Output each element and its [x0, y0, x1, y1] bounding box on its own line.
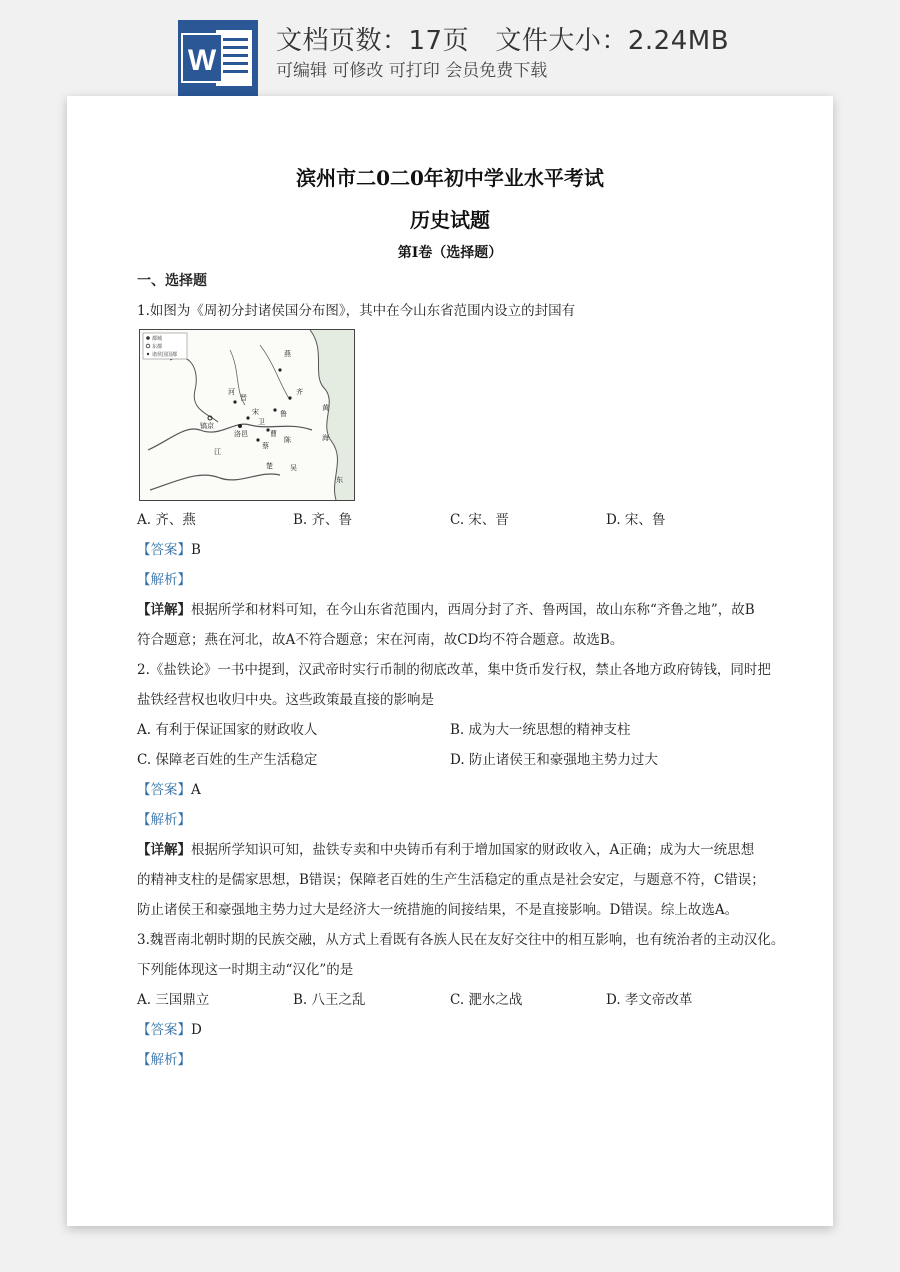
- section-heading: 一、选择题: [137, 273, 207, 289]
- exam-title: 滨州市二0二0年初中学业水平考试: [296, 166, 604, 190]
- zhou-fief-map: [139, 329, 355, 501]
- map-label: 鲁: [280, 410, 287, 418]
- map-legend-capital: 都城: [152, 336, 163, 342]
- map-label: 卫: [258, 418, 265, 426]
- map-label: 宋: [252, 408, 259, 416]
- detail-text: 根据所学和材料可知，在今山东省范围内，西周分封了齐、鲁两国，故山东称“齐鲁之地”，故B: [191, 602, 755, 618]
- map-label: 燕: [284, 350, 291, 358]
- map-label: 齐: [296, 388, 303, 396]
- q1-option-b: B. 齐、鲁: [293, 512, 353, 528]
- word-logo-letter: W: [187, 44, 217, 77]
- q2-detail-1: [137, 840, 754, 860]
- q3-option-b: B. 八王之乱: [293, 992, 366, 1008]
- map-label: 黄: [322, 404, 329, 412]
- map-label: 海: [322, 434, 329, 442]
- q2-detail-3: 防止诸侯王和豪强地主势力过大是经济大一统措施的间接结果，不是直接影响。D错误。综上故选A。: [137, 902, 739, 918]
- map-label: 洛邑: [234, 430, 248, 438]
- volume-heading: 第I卷（选择题）: [397, 245, 503, 261]
- q3-stem-1: 3.魏晋南北朝时期的民族交融，从方式上看既有各族人民在友好交往中的相互影响，也有统治者的主动汉化。: [137, 932, 785, 948]
- word-document-icon: [178, 20, 258, 96]
- map-label: 镐京: [200, 422, 214, 430]
- map-label: 吴: [290, 464, 297, 472]
- answer-value: A: [191, 782, 201, 798]
- map-label: 蔡: [262, 442, 269, 450]
- q3-option-d: D. 孝文帝改革: [606, 992, 693, 1008]
- q2-detail-2: 的精神支柱的是儒家思想，B错误；保障老百姓的生产生活稳定的重点是社会安定，与题意不符，C错误；: [137, 872, 765, 888]
- answer-value: D: [191, 1022, 202, 1038]
- detail-tag: 【详解】: [137, 602, 191, 618]
- q2-option-c: C. 保障老百姓的生产生活稳定: [137, 752, 318, 768]
- download-banner: [0, 0, 900, 96]
- q2-analysis-tag: 【解析】: [137, 812, 191, 828]
- q2-stem-1: 2.《盐铁论》一书中提到，汉武帝时实行币制的彻底改革，集中货币发行权，禁止各地方政府铸钱，同时把: [137, 662, 771, 678]
- map-label: 晋: [240, 394, 247, 402]
- q1-analysis-tag: 【解析】: [137, 572, 191, 588]
- q1-stem: 1.如图为《周初分封诸侯国分布图》，其中在今山东省范围内设立的封国有: [137, 303, 576, 319]
- answer-value: B: [191, 542, 201, 558]
- q2-option-a: A. 有利于保证国家的财政收人: [137, 722, 318, 738]
- q3-option-a: A. 三国鼎立: [137, 992, 210, 1008]
- map-label: 河: [228, 388, 235, 396]
- detail-text: 根据所学知识可知，盐铁专卖和中央铸币有利于增加国家的财政收入，A正确；成为大一统思想: [191, 842, 755, 858]
- exam-subject: 历史试题: [410, 208, 490, 232]
- q3-option-c: C. 淝水之战: [450, 992, 523, 1008]
- map-legend-vassal: 诸侯国国都: [152, 352, 178, 358]
- q3-analysis-tag: 【解析】: [137, 1052, 191, 1068]
- file-info-text: 文档页数：17页 文件大小：2.24MB: [276, 26, 730, 56]
- q1-option-c: C. 宋、晋: [450, 512, 509, 528]
- q1-detail-2: 符合题意；燕在河北，故A不符合题意；宋在河南，故CD均不符合题意。故选B。: [137, 632, 624, 648]
- map-label: 江: [214, 448, 221, 456]
- document-page: [67, 96, 833, 1226]
- answer-tag: 【答案】: [137, 542, 191, 558]
- answer-tag: 【答案】: [137, 1022, 191, 1038]
- detail-tag: 【详解】: [137, 842, 191, 858]
- answer-tag: 【答案】: [137, 782, 191, 798]
- q2-stem-2: 盐铁经营权也收归中央。这些政策最直接的影响是: [137, 692, 434, 708]
- q1-option-d: D. 宋、鲁: [606, 512, 666, 528]
- q1-answer: [137, 540, 201, 560]
- q2-answer: [137, 780, 201, 800]
- q3-stem-2: 下列能体现这一时期主动“汉化”的是: [137, 962, 354, 978]
- q1-option-a: A. 齐、燕: [137, 512, 196, 528]
- q2-option-b: B. 成为大一统思想的精神支柱: [450, 722, 631, 738]
- map-label: 东: [336, 476, 343, 484]
- map-label: 楚: [266, 462, 273, 470]
- q1-detail-1: [137, 600, 755, 620]
- q3-answer: [137, 1020, 202, 1040]
- map-label: 陈: [284, 436, 291, 444]
- map-label: 曹: [270, 430, 277, 438]
- features-text: 可编辑 可修改 可打印 会员免费下载: [276, 61, 548, 81]
- q2-option-d: D. 防止诸侯王和豪强地主势力过大: [450, 752, 658, 768]
- map-legend-east-capital: 东都: [152, 344, 163, 350]
